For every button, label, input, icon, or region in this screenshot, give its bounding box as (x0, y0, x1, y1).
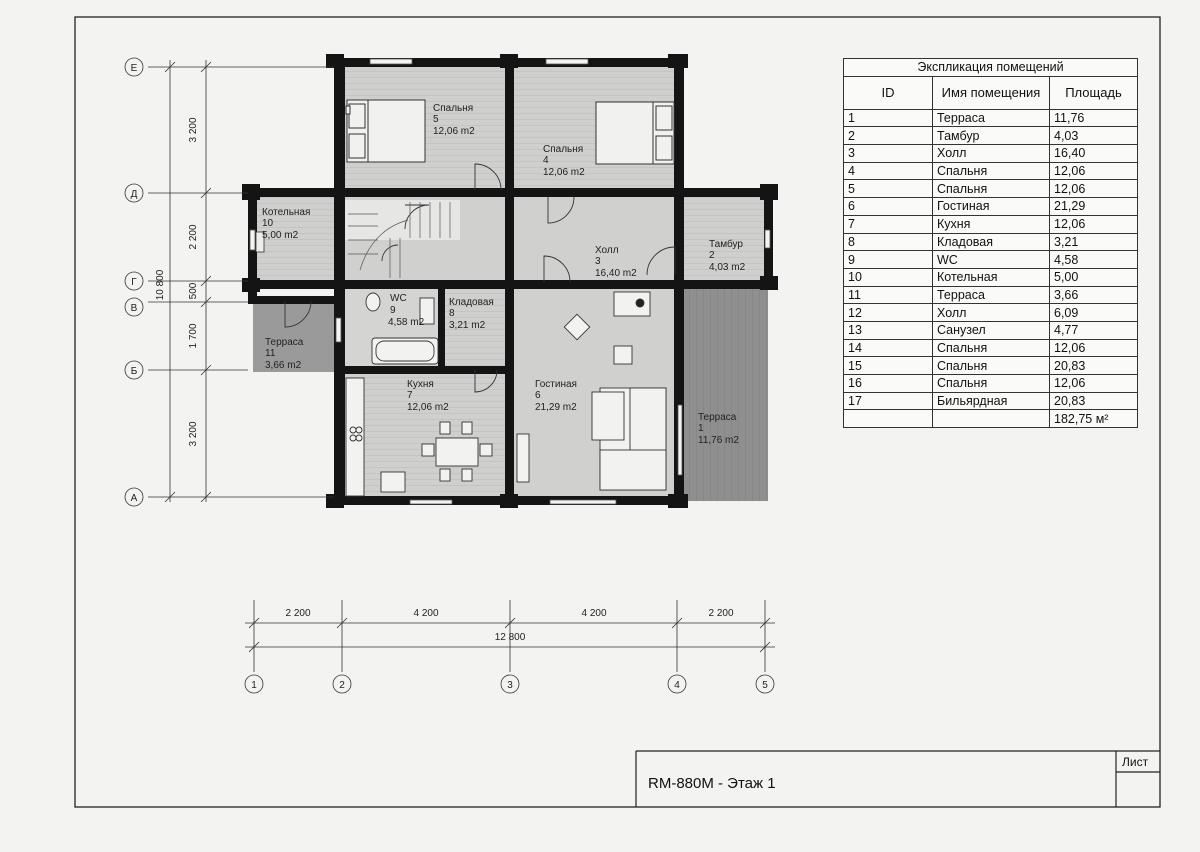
sheet-label: Лист (1122, 755, 1149, 769)
svg-text:11: 11 (265, 348, 276, 359)
svg-text:12,06 m2: 12,06 m2 (433, 126, 475, 137)
row-area-cell: 6,09 (1050, 304, 1138, 322)
row-id-cell: 5 (844, 180, 933, 198)
axis-row-label: Б (130, 366, 138, 377)
svg-text:4,03 m2: 4,03 m2 (709, 262, 746, 273)
row-name-cell: Холл (933, 145, 1050, 163)
table-row (844, 109, 1138, 127)
svg-text:5: 5 (433, 114, 439, 125)
dimension-label: 2 200 (285, 608, 311, 619)
row-name-cell: Терраса (933, 109, 1050, 127)
dimension-label: 3 200 (188, 117, 199, 143)
table-row (844, 145, 1138, 163)
table-row (844, 233, 1138, 251)
bed-room5-icon (346, 100, 425, 162)
table-row (844, 339, 1138, 357)
svg-text:Котельная: Котельная (262, 207, 311, 218)
header-id: ID (844, 76, 933, 109)
dimension-label: 12 800 (494, 632, 526, 643)
row-name-cell: Спальня (933, 357, 1050, 375)
svg-text:Спальня: Спальня (543, 144, 584, 155)
total-area-cell: 182,75 м² (1050, 410, 1138, 428)
row-name-cell: Спальня (933, 162, 1050, 180)
dimension-label: 10 800 (155, 269, 166, 301)
table-row (844, 286, 1138, 304)
header-area: Площадь (1050, 76, 1138, 109)
row-id-cell: 17 (844, 392, 933, 410)
row-name-cell: Спальня (933, 339, 1050, 357)
table-row (844, 251, 1138, 269)
svg-text:12,06 m2: 12,06 m2 (543, 167, 585, 178)
svg-text:11,76 m2: 11,76 m2 (698, 435, 739, 446)
svg-text:6: 6 (535, 390, 541, 401)
row-id-cell: 3 (844, 145, 933, 163)
axis-row-label: Е (130, 63, 138, 74)
axis-row-label: Г (131, 277, 137, 288)
row-area-cell: 3,66 (1050, 286, 1138, 304)
row-area-cell: 4,03 (1050, 127, 1138, 145)
table-row (844, 162, 1138, 180)
svg-text:10: 10 (262, 218, 274, 229)
row-id-cell: 8 (844, 233, 933, 251)
row-name-cell: Кухня (933, 215, 1050, 233)
row-area-cell: 12,06 (1050, 180, 1138, 198)
row-id-cell: 16 (844, 375, 933, 393)
svg-text:Гостиная: Гостиная (535, 379, 577, 390)
table-caption: Экспликация помещений (844, 59, 1138, 77)
row-area-cell: 20,83 (1050, 392, 1138, 410)
table-row (844, 180, 1138, 198)
svg-text:16,40 m2: 16,40 m2 (595, 268, 637, 279)
dimension-label: 3 200 (188, 421, 199, 447)
svg-text:Терраса: Терраса (265, 337, 304, 348)
bed-room4-icon (596, 102, 674, 164)
row-area-cell: 3,21 (1050, 233, 1138, 251)
row-id-cell: 7 (844, 215, 933, 233)
header-room-name: Имя помещения (933, 76, 1050, 109)
svg-text:4: 4 (543, 155, 549, 166)
svg-text:Терраса: Терраса (698, 412, 737, 423)
svg-text:5,00 m2: 5,00 m2 (262, 230, 299, 241)
row-name-cell: Спальня (933, 375, 1050, 393)
svg-text:Тамбур: Тамбур (709, 239, 743, 250)
dimension-label: 1 700 (188, 323, 199, 349)
table-row (844, 127, 1138, 145)
svg-text:WC: WC (390, 293, 407, 304)
dimension-label: 4 200 (581, 608, 607, 619)
axis-row-label: В (130, 303, 138, 314)
row-id-cell: 2 (844, 127, 933, 145)
table-row (844, 268, 1138, 286)
dimension-label: 4 200 (413, 608, 439, 619)
room-schedule-table (843, 58, 1138, 428)
axis-col-label: 3 (507, 680, 513, 691)
table-row (844, 215, 1138, 233)
row-name-cell: Котельная (933, 268, 1050, 286)
row-area-cell: 5,00 (1050, 268, 1138, 286)
svg-text:21,29 m2: 21,29 m2 (535, 402, 577, 413)
row-id-cell: 15 (844, 357, 933, 375)
row-id-cell: 10 (844, 268, 933, 286)
row-area-cell: 11,76 (1050, 109, 1138, 127)
row-id-cell: 13 (844, 321, 933, 339)
row-id-cell: 11 (844, 286, 933, 304)
svg-text:9: 9 (390, 305, 396, 316)
row-id-cell: 14 (844, 339, 933, 357)
row-id-cell: 4 (844, 162, 933, 180)
svg-text:Спальня: Спальня (433, 103, 474, 114)
row-area-cell: 4,77 (1050, 321, 1138, 339)
row-name-cell: Спальня (933, 180, 1050, 198)
table-row (844, 392, 1138, 410)
svg-text:4,58 m2: 4,58 m2 (388, 317, 425, 328)
svg-text:2: 2 (709, 250, 715, 261)
row-name-cell: Санузел (933, 321, 1050, 339)
row-id-cell: 9 (844, 251, 933, 269)
row-area-cell: 12,06 (1050, 339, 1138, 357)
row-area-cell: 20,83 (1050, 357, 1138, 375)
total-empty-cell (933, 410, 1050, 428)
svg-text:1: 1 (698, 423, 704, 434)
row-id-cell: 1 (844, 109, 933, 127)
row-area-cell: 12,06 (1050, 375, 1138, 393)
table-row (844, 198, 1138, 216)
table-row (844, 375, 1138, 393)
svg-text:3,66 m2: 3,66 m2 (265, 360, 302, 371)
dimension-label: 500 (188, 282, 199, 300)
row-area-cell: 12,06 (1050, 215, 1138, 233)
dimension-label: 2 200 (188, 224, 199, 250)
row-name-cell: Кладовая (933, 233, 1050, 251)
table-row (844, 321, 1138, 339)
svg-text:7: 7 (407, 390, 413, 401)
table-row (844, 357, 1138, 375)
row-area-cell: 12,06 (1050, 162, 1138, 180)
row-area-cell: 4,58 (1050, 251, 1138, 269)
drawing-title: RM-880M - Этаж 1 (648, 775, 776, 792)
row-name-cell: Бильярдная (933, 392, 1050, 410)
svg-text:12,06 m2: 12,06 m2 (407, 402, 449, 413)
svg-text:8: 8 (449, 308, 455, 319)
svg-text:3,21 m2: 3,21 m2 (449, 320, 486, 331)
axis-col-label: 1 (251, 680, 257, 691)
axis-col-label: 4 (674, 680, 680, 691)
row-name-cell: Холл (933, 304, 1050, 322)
axis-col-label: 5 (762, 680, 768, 691)
svg-text:Холл: Холл (595, 245, 619, 256)
row-area-cell: 16,40 (1050, 145, 1138, 163)
row-name-cell: Тамбур (933, 127, 1050, 145)
svg-text:Кладовая: Кладовая (449, 297, 494, 308)
table-total-row (844, 410, 1138, 428)
svg-text:Кухня: Кухня (407, 379, 434, 390)
axis-row-label: Д (130, 189, 138, 200)
row-name-cell: WC (933, 251, 1050, 269)
table-row (844, 304, 1138, 322)
dimension-label: 2 200 (708, 608, 734, 619)
row-area-cell: 21,29 (1050, 198, 1138, 216)
row-id-cell: 12 (844, 304, 933, 322)
axis-col-label: 2 (339, 680, 345, 691)
total-empty-cell (844, 410, 933, 428)
row-id-cell: 6 (844, 198, 933, 216)
svg-text:3: 3 (595, 256, 601, 267)
axis-row-label: А (130, 493, 138, 504)
row-name-cell: Терраса (933, 286, 1050, 304)
row-name-cell: Гостиная (933, 198, 1050, 216)
